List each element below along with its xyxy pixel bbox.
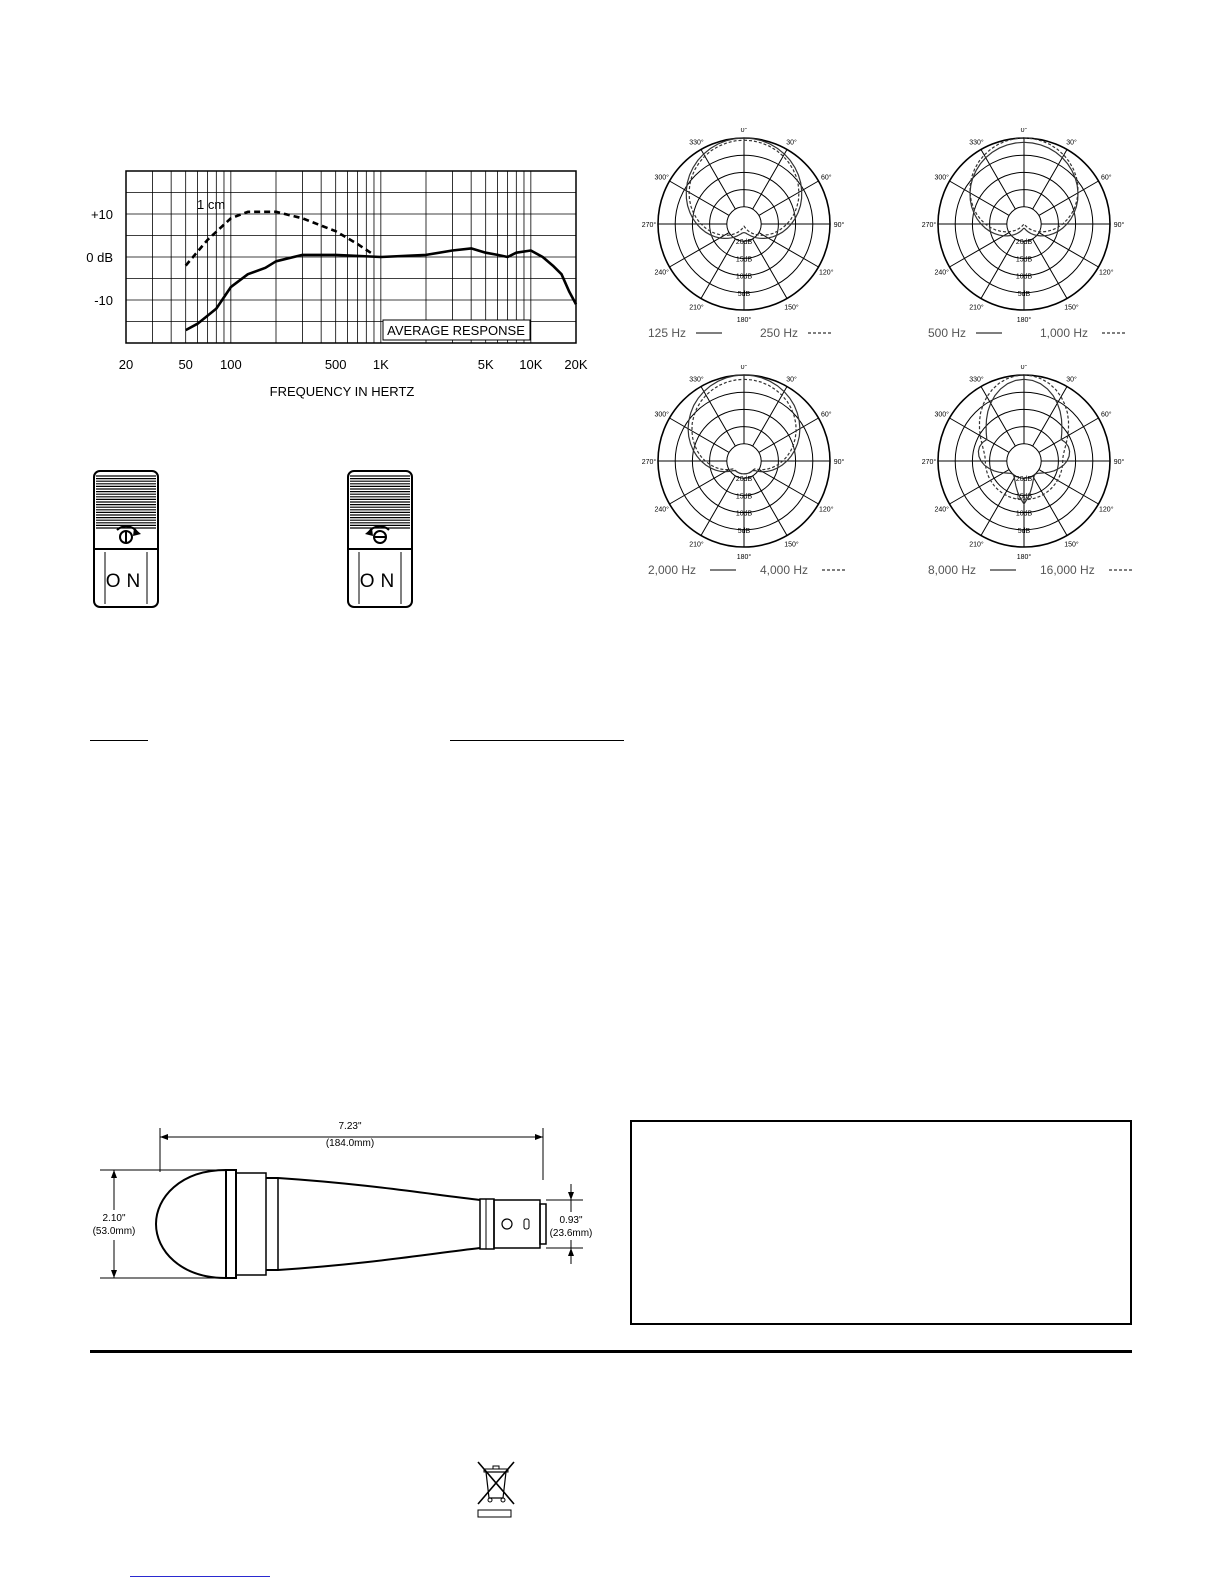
polar-angle-label: 120°	[1099, 506, 1114, 514]
switch-grip	[350, 476, 410, 528]
polar-spoke	[950, 233, 1010, 267]
polar-angle-label: 180°	[736, 554, 752, 561]
polar-spoke	[1039, 470, 1099, 504]
heading-underline-left	[90, 740, 148, 741]
polar-angle-label: 210°	[689, 541, 704, 549]
polar-spoke	[1039, 233, 1099, 267]
switch-on-label: ON	[359, 571, 401, 592]
polar-ring-label: 10dB	[735, 510, 753, 518]
polar-angle-label: 150°	[784, 304, 799, 312]
x-tick-label: 100	[219, 357, 242, 372]
section-divider	[90, 1350, 1132, 1353]
polar-angle-label: 60°	[1100, 174, 1112, 182]
x-tick-label: 1K	[372, 357, 389, 372]
polar-angle-label: 300°	[654, 174, 669, 182]
microphone-dimension-drawing	[88, 1120, 608, 1300]
polar-angle-label: 120°	[819, 506, 834, 514]
head-dimension-mm: (53.0mm)	[92, 1226, 136, 1237]
polar-spoke	[1033, 239, 1067, 299]
polar-angle-label: 0°	[740, 128, 748, 134]
polar-spoke	[701, 150, 735, 210]
polar-angle-label: 60°	[820, 411, 832, 419]
switch-icon-left	[93, 470, 159, 608]
head-dimension: 2.10"	[102, 1213, 126, 1224]
polar-spoke	[981, 476, 1015, 536]
polar-ring-label: 15dB	[1015, 493, 1033, 501]
handle-dimension-mm: (23.6mm)	[549, 1228, 593, 1239]
weee-recycling-icon	[475, 1460, 517, 1520]
polar-spoke	[981, 239, 1015, 299]
polar-angle-label: 240°	[654, 269, 669, 277]
polar-spoke	[753, 150, 787, 210]
polar-angle-label: 90°	[1113, 459, 1125, 466]
unlock-rotate-icon	[365, 526, 389, 543]
polar-ring-label: 20dB	[735, 476, 753, 484]
legend-solid-label: 2,000 Hz	[648, 563, 697, 577]
polar-ring-label: 5dB	[737, 290, 751, 298]
polar-ring-label: 10dB	[1015, 273, 1033, 281]
x-tick-label: 50	[178, 357, 193, 372]
handle-dimension: 0.93"	[559, 1215, 583, 1226]
polar-angle-label: 300°	[654, 411, 669, 419]
length-dimension-mm: (184.0mm)	[325, 1138, 375, 1149]
polar-spoke	[670, 181, 730, 215]
legend-solid-label: 125 Hz	[648, 326, 687, 340]
polar-ring-label: 15dB	[735, 493, 753, 501]
polar-angle-label: 150°	[1064, 304, 1079, 312]
legend-label: AVERAGE RESPONSE	[387, 323, 525, 338]
length-dimension: 7.23"	[338, 1121, 362, 1132]
x-tick-labels	[119, 357, 588, 372]
legend-solid-label: 500 Hz	[928, 326, 967, 340]
polar-angle-label: 330°	[969, 139, 984, 147]
polar-angle-label: 330°	[689, 139, 704, 147]
x-tick-label: 500	[324, 357, 347, 372]
polar-ring-label: 5dB	[1017, 527, 1031, 535]
polar-spoke	[759, 181, 819, 215]
legend-solid-label: 8,000 Hz	[928, 563, 977, 577]
y-tick-label: +10	[90, 207, 113, 222]
y-tick-labels	[86, 207, 113, 308]
polar-angle-label: 330°	[969, 376, 984, 384]
x-tick-label: 5K	[477, 357, 494, 372]
polar-angle-label: 270°	[921, 222, 937, 229]
switch-screw-icon	[502, 1219, 512, 1229]
curve-label: 1 cm	[197, 197, 226, 212]
polar-ring-label: 10dB	[1015, 510, 1033, 518]
polar-angle-label: 0°	[1020, 365, 1028, 371]
polar-angle-label: 60°	[820, 174, 832, 182]
polar-ring	[1007, 207, 1041, 241]
polar-angle-label: 30°	[1066, 376, 1077, 384]
polar-spoke	[701, 239, 735, 299]
polar-spoke	[1033, 150, 1067, 210]
legend-dashed-label: 4,000 Hz	[760, 563, 809, 577]
polar-ring	[727, 207, 761, 241]
polar-angle-label: 120°	[819, 269, 834, 277]
polar-plot-125-250	[640, 128, 870, 346]
polar-spoke	[1033, 476, 1067, 536]
series-line-dashed	[186, 212, 374, 266]
polar-angle-label: 270°	[641, 222, 657, 229]
x-tick-label: 10K	[519, 357, 543, 372]
polar-spoke	[753, 476, 787, 536]
polar-angle-label: 210°	[969, 304, 984, 312]
heading-underline-right	[450, 740, 624, 741]
polar-ring-label: 20dB	[1015, 476, 1033, 484]
polar-spoke	[1039, 181, 1099, 215]
switch-on-label: ON	[105, 571, 147, 592]
polar-ring	[727, 444, 761, 478]
legend-dashed-label: 250 Hz	[760, 326, 799, 340]
polar-angle-label: 0°	[740, 365, 748, 371]
polar-angle-label: 150°	[1064, 541, 1079, 549]
polar-angle-label: 90°	[833, 459, 845, 466]
polar-angle-label: 180°	[1016, 317, 1032, 324]
polar-ring-label: 15dB	[1015, 256, 1033, 264]
polar-spoke	[701, 476, 735, 536]
polar-angle-label: 240°	[654, 506, 669, 514]
polar-ring	[1007, 444, 1041, 478]
y-tick-label: -10	[94, 293, 113, 308]
polar-angle-label: 90°	[833, 222, 845, 229]
polar-angle-label: 150°	[784, 541, 799, 549]
specification-box	[630, 1120, 1132, 1325]
polar-angle-label: 240°	[934, 506, 949, 514]
y-tick-label: 0 dB	[86, 250, 113, 265]
polar-ring-label: 5dB	[737, 527, 751, 535]
x-tick-label: 20K	[564, 357, 588, 372]
polar-angle-label: 0°	[1020, 128, 1028, 134]
polar-ring-label: 20dB	[735, 239, 753, 247]
polar-plot-500-1000	[920, 128, 1150, 346]
polar-angle-label: 60°	[1100, 411, 1112, 419]
polar-angle-label: 30°	[1066, 139, 1077, 147]
polar-angle-label: 240°	[934, 269, 949, 277]
polar-spoke	[759, 418, 819, 452]
polar-spoke	[753, 239, 787, 299]
polar-angle-label: 270°	[921, 459, 937, 466]
polar-angle-label: 330°	[689, 376, 704, 384]
lock-rotate-icon	[117, 526, 141, 543]
polar-angle-label: 270°	[641, 459, 657, 466]
legend-dashed-label: 16,000 Hz	[1040, 563, 1095, 577]
polar-spoke	[950, 470, 1010, 504]
polar-angle-label: 300°	[934, 411, 949, 419]
polar-spoke	[759, 470, 819, 504]
polar-angle-label: 210°	[689, 304, 704, 312]
polar-angle-label: 90°	[1113, 222, 1125, 229]
polar-angle-label: 180°	[736, 317, 752, 324]
polar-spoke	[981, 150, 1015, 210]
polar-spoke	[950, 181, 1010, 215]
polar-ring-label: 10dB	[735, 273, 753, 281]
polar-spoke	[670, 470, 730, 504]
polar-plot-2000-4000	[640, 365, 870, 583]
web-link-underline[interactable]	[130, 1576, 270, 1577]
polar-angle-label: 180°	[1016, 554, 1032, 561]
polar-angle-label: 210°	[969, 541, 984, 549]
polar-ring-label: 5dB	[1017, 290, 1031, 298]
polar-plot-8000-16000	[920, 365, 1150, 583]
polar-angle-label: 120°	[1099, 269, 1114, 277]
frequency-response-chart	[80, 160, 600, 410]
polar-spoke	[670, 418, 730, 452]
legend-dashed-label: 1,000 Hz	[1040, 326, 1089, 340]
polar-angle-label: 300°	[934, 174, 949, 182]
polar-angle-label: 30°	[786, 139, 797, 147]
switch-grip	[96, 476, 156, 528]
polar-ring-label: 20dB	[1015, 239, 1033, 247]
polar-spoke	[701, 387, 735, 447]
polar-angle-label: 30°	[786, 376, 797, 384]
polar-ring-label: 15dB	[735, 256, 753, 264]
x-tick-label: 20	[118, 357, 134, 372]
switch-icon-right	[347, 470, 413, 608]
x-axis-label: FREQUENCY IN HERTZ	[269, 384, 415, 399]
